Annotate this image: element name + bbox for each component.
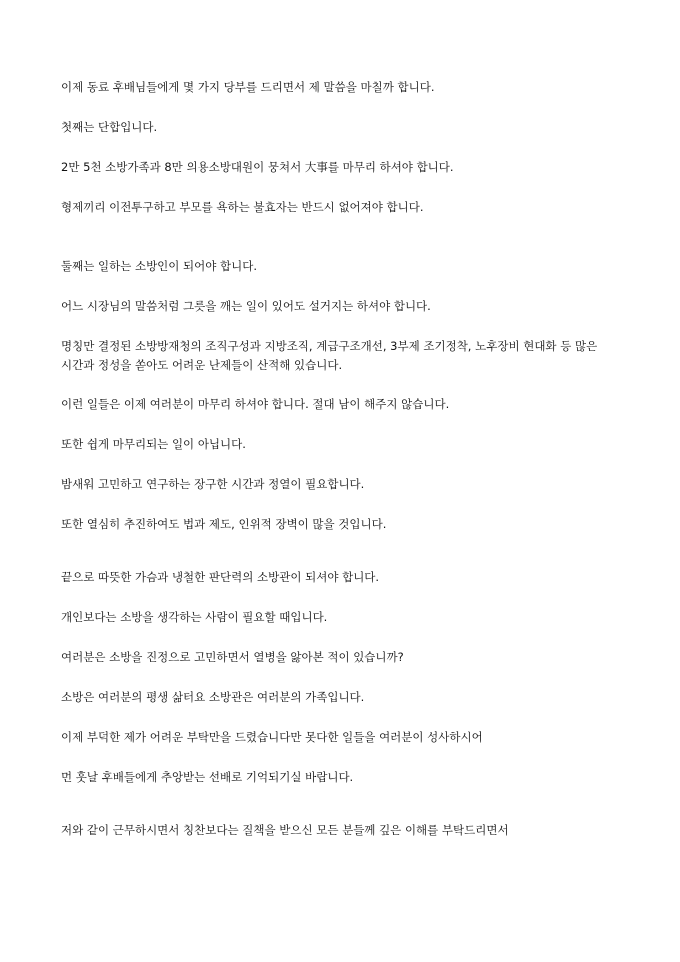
section-spacer	[61, 238, 620, 257]
paragraph-second-body-3: 이런 일들은 이제 여러분이 마무리 하셔야 합니다. 절대 남이 해주지 않습니다.	[61, 397, 450, 411]
section-spacer	[61, 808, 620, 821]
paragraph-first-heading: 첫째는 단합입니다.	[61, 120, 158, 134]
paragraph-second-body-5: 밤새워 고민하고 연구하는 장구한 시간과 정열이 필요합니다.	[61, 477, 365, 491]
paragraph-closing: 저와 같이 근무하시면서 칭찬보다는 질책을 받으신 모든 분들께 깊은 이해를 부탁드리면서	[61, 823, 509, 837]
paragraph-final-heading: 끝으로 따뜻한 가슴과 냉철한 판단력의 소방관이 되셔야 합니다.	[61, 570, 380, 584]
paragraph-second-body-4: 또한 쉽게 마무리되는 일이 아닙니다.	[61, 437, 246, 451]
paragraph-second-heading: 둘째는 일하는 소방인이 되어야 합니다.	[61, 259, 258, 273]
paragraph-second-body-6: 또한 열심히 추진하여도 법과 제도, 인위적 장벽이 많을 것입니다.	[61, 517, 387, 531]
paragraph-intro: 이제 동료 후배님들에게 몇 가지 당부를 드리면서 제 말씀을 마칠까 합니다.	[61, 80, 435, 94]
paragraph-final-body-5: 먼 훗날 후배들에게 추앙받는 선배로 기억되기실 바랍니다.	[61, 770, 354, 784]
paragraph-second-body-1: 어느 시장님의 말씀처럼 그릇을 깨는 일이 있어도 설거지는 하셔야 합니다.	[61, 299, 431, 313]
paragraph-final-body-3: 소방은 여러분의 평생 삶터요 소방관은 여러분의 가족입니다.	[61, 690, 365, 704]
paragraph-final-body-2: 여러분은 소방을 진정으로 고민하면서 열병을 앓아본 적이 있습니까?	[61, 650, 404, 664]
section-spacer	[61, 555, 620, 568]
paragraph-first-body-2: 형제끼리 이전투구하고 부모를 욕하는 불효자는 반드시 없어져야 합니다.	[61, 200, 424, 214]
paragraph-first-body-1: 2만 5천 소방가족과 8만 의용소방대원이 뭉쳐서 大事를 마무리 하셔야 합니다.	[61, 160, 454, 174]
paragraph-second-body-2: 명칭만 결정된 소방방재청의 조직구성과 지방조직, 계급구조개선, 3부제 조기정착, 노후장비 현대화 등 많은 시간과 정성을 쏟아도 어려운 난제들이 산적해 있습니다.	[61, 339, 601, 372]
paragraph-final-body-4: 이제 부덕한 제가 어려운 부탁만을 드렸습니다만 못다한 일들을 여러분이 성사하시어	[61, 730, 483, 744]
paragraph-final-body-1: 개인보다는 소방을 생각하는 사람이 필요할 때입니다.	[61, 610, 328, 624]
